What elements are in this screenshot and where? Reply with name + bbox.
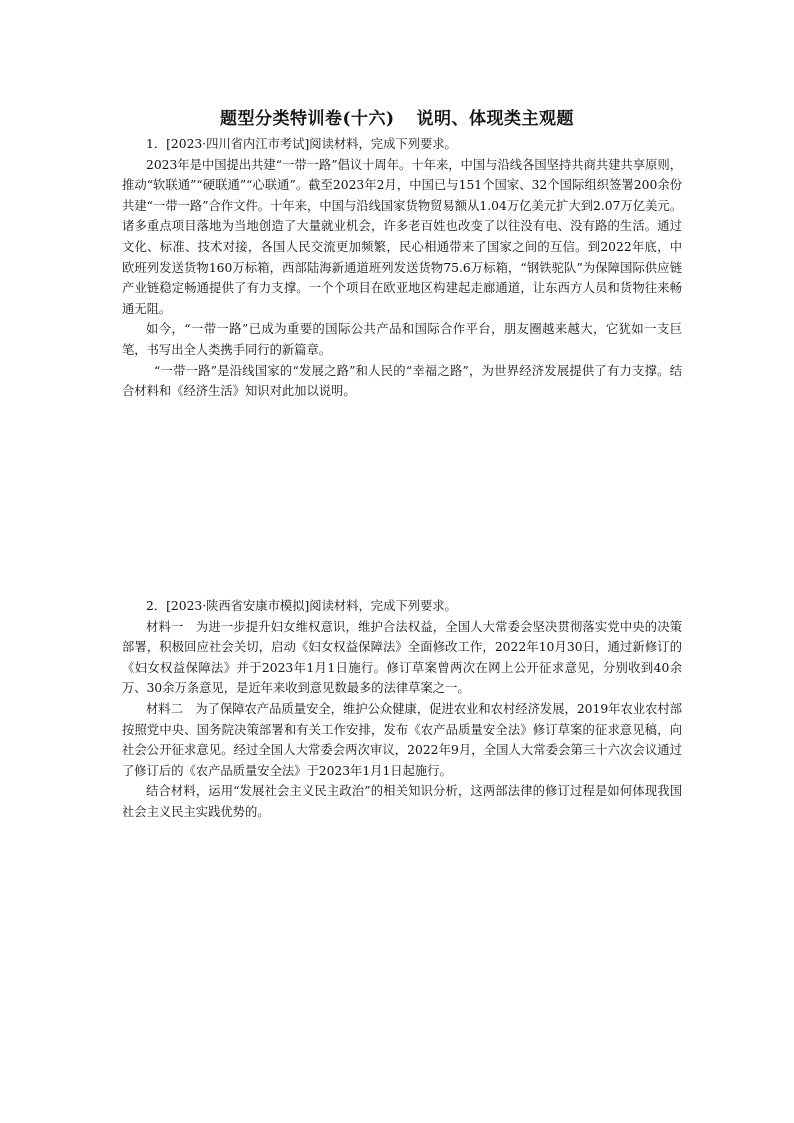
question-1-header: 1．[2023·四川省内江市考试]阅读材料，完成下列要求。	[146, 137, 457, 151]
question-2-material-2: 材料二 为了保障农产品质量安全，维护公众健康，促进农业和农村经济发展，2019年农业农村部按照党中央、国务院决策部署和有关工作安排，发布《农产品质量安全法》修订草案的征求意见稿，向社会公开征求意见。经过全国人大常委会两次审议，2022年9月，全国人大常委会第三十六次会议通过了修订后的《农产品质量安全法》于2023年1月1日起施行。	[122, 701, 682, 778]
question-2	[122, 596, 682, 823]
question-1-material-2: 如今，“一带一路”已成为重要的国际公共产品和国际合作平台，朋友圈越来越大，它犹如一支巨笔，书写出全人类携手同行的新篇章。	[122, 322, 682, 357]
question-2-prompt: 结合材料，运用“发展社会主义民主政治”的相关知识分析，这两部法律的修订过程是如何体现我国社会主义民主实践优势的。	[122, 784, 682, 819]
question-1-prompt: “一带一路”是沿线国家的“发展之路”和人民的“幸福之路”，为世界经济发展提供了有力支撑。结合材料和《经济生活》知识对此加以说明。	[122, 363, 682, 399]
title-topic: 说明、体现类主观题	[416, 109, 575, 129]
question-1-material: 2023年是中国提出共建“一带一路”倡议十周年。十年来，中国与沿线各国坚持共商共建共享原则，推动“软联通”“硬联通”“心联通”。截至2023年2月，中国已与151个国家、32个国际组织签署200余份共建“一带一路”合作文件。十年来，中国与沿线国家货物贸易额从1.04万亿美元扩大到2.07万亿美元。诸多重点项目落地为当地创造了大量就业机会，许多老百姓也改变了以往没有电、没有路的生活。通过文化、标准、技术对接，各国人民交流更加频繁，民心相通带来了国家之间的互信。到2022年底，中欧班列发送货物160万标箱，西部陆海新通道班列发送货物75.6万标箱，“钢铁驼队”为保障国际供应链产业链稳定畅通提供了有力支撑。一个个项目在欧亚地区构建起走廊通道，让东西方人员和货物往来畅通无阻。	[122, 157, 682, 316]
question-2-header: 2．[2023·陕西省安康市模拟]阅读材料，完成下列要求。	[146, 599, 457, 613]
question-1	[122, 134, 682, 402]
question-2-material-1: 材料一 为进一步提升妇女维权意识，维护合法权益，全国人大常委会坚决贯彻落实党中央的决策部署，积极回应社会关切，启动《妇女权益保障法》全面修改工作，2022年10月30日，通过新修订的《妇女权益保障法》并于2023年1月1日施行。修订草案曾两次在网上公开征求意见，分别收到40余万、30余万条意见，是近年来收到意见数最多的法律草案之一。	[122, 619, 682, 696]
title-series: 题型分类特训卷(十六)	[219, 109, 395, 129]
page-title	[0, 104, 794, 129]
